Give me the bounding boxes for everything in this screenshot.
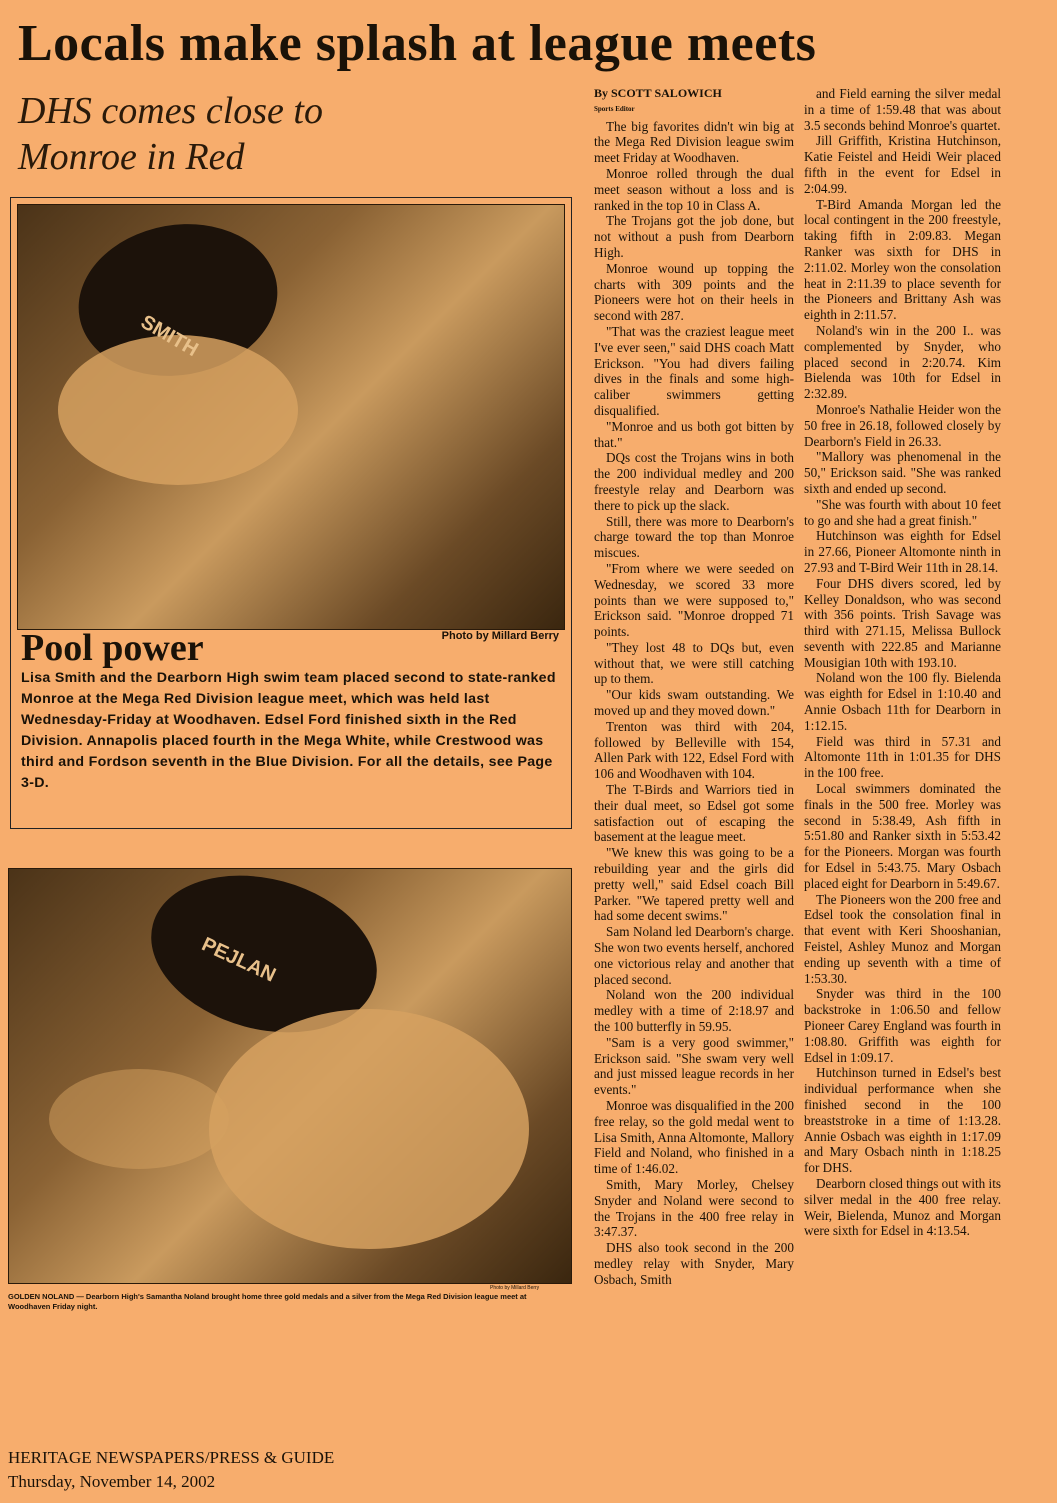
paragraph: "From where we were seeded on Wednesday, we scored 33 more points than we were supposed to," Erickson said. "Monroe dropped 71 points. <box>594 560 794 640</box>
paragraph: Trenton was third with 204, followed by Belleville with 154, Allen Park with 122, Edsel Ford with 106 and Woodhaven with 104. <box>594 718 794 782</box>
paragraph: Still, there was more to Dearborn's charge toward the top than Monroe miscues. <box>594 513 794 561</box>
article-column-2 <box>804 86 1001 1239</box>
pool-power-box <box>10 197 572 829</box>
paragraph: and Field earning the silver medal in a time of 1:59.48 that was about 3.5 seconds behind Monroe's quartet. <box>804 86 1001 133</box>
cap-text: SMITH <box>136 310 202 362</box>
column-2-body <box>804 86 1001 1239</box>
swimmer-photo-noland <box>8 868 572 1284</box>
publication-name: HERITAGE NEWSPAPERS/PRESS & GUIDE <box>8 1448 335 1467</box>
paragraph: The T-Birds and Warriors tied in their dual meet, so Edsel got some satisfaction out of escaping the basement at the league meet. <box>594 782 794 845</box>
paragraph: Field was third in 57.31 and Altomonte 11th in 1:01.35 for DHS in the 100 free. <box>804 733 1001 781</box>
swimmer-photo-smith <box>17 204 565 630</box>
paragraph: The Trojans got the job done, but not without a push from Dearborn High. <box>594 213 794 260</box>
paragraph: "Our kids swam outstanding. We moved up and they moved down." <box>594 687 794 719</box>
paragraph: DQs cost the Trojans wins in both the 200 individual medley and 200 freestyle relay and Dearborn was there to pick up the slack. <box>594 450 794 513</box>
paragraph: "They lost 48 to DQs but, even without that, we were still catching up to them. <box>594 639 794 687</box>
paragraph: Local swimmers dominated the finals in the 500 free. Morley was second in 5:38.49, Ash fifth in 5:51.80 and Ranker sixth in 5:53.42 for the Pioneers. Morgan was fourth for Edsel in 5:43.75. Mary Osbach placed eight for Dearborn in 5:49.67. <box>804 781 1001 891</box>
paragraph: "Monroe and us both got bitten by that." <box>594 418 794 450</box>
paragraph: Smith, Mary Morley, Chelsey Snyder and Noland were second to the Trojans in the 400 free relay in 3:47.37. <box>594 1176 794 1240</box>
paragraph: Four DHS divers scored, led by Kelley Donaldson, who was second with 356 points. Trish Savage was third with 271.15, Melissa Bullock seventh with 222.85 and Marianne Mousigian 10th with 193.10. <box>804 575 1001 670</box>
paragraph: "That was the craziest league meet I've ever seen," said DHS coach Matt Erickson. "You had divers failing dives in the finals and some high-caliber swimmers getting disqualified. <box>594 323 794 418</box>
paragraph: Dearborn closed things out with its silver medal in the 400 free relay. Weir, Bielenda, Munoz and Morgan were sixth for Edsel in 4:13.54. <box>804 1175 1001 1239</box>
paragraph: Noland won the 100 fly. Bielenda was eighth for Edsel in 1:10.40 and Annie Osbach 11th for Dearborn in 1:12.15. <box>804 670 1001 733</box>
paragraph: Noland won the 200 individual medley with a time of 2:18.97 and the 100 butterfly in 59.95. <box>594 987 794 1035</box>
paragraph: Snyder was third in the 100 backstroke in 1:06.50 and fellow Pioneer Carey England was fourth in 1:08.80. Griffith was eighth for Edsel in 1:09.17. <box>804 986 1001 1065</box>
cap-text: PEJLAN <box>198 933 280 987</box>
publication-date: Thursday, November 14, 2002 <box>8 1472 216 1491</box>
article-column-1 <box>594 86 794 1288</box>
paragraph: "Mallory was phenomenal in the 50," Erickson said. "She was ranked sixth and ended up second. <box>804 449 1001 496</box>
paragraph: Hutchinson turned in Edsel's best individual performance when she finished second in the 100 breaststroke in a time of 1:13.28. Annie Osbach was eighth in 1:17.09 and Mary Osbach ninth in 1:18.25 for DHS. <box>804 1065 1001 1176</box>
column-1-body <box>594 119 794 1288</box>
photo-credit: Photo by Millard Berry <box>441 630 559 642</box>
paragraph: "Sam is a very good swimmer," Erickson said. "She swam very well and just missed league records in her events." <box>594 1034 794 1098</box>
paragraph: Jill Griffith, Kristina Hutchinson, Katie Feistel and Heidi Weir placed fifth in the event for Edsel in 2:04.99. <box>804 133 1001 196</box>
paragraph: T-Bird Amanda Morgan led the local contingent in the 200 freestyle, taking fifth in 2:09.83. Megan Ranker was sixth for DHS in 2:11.02. Morley won the consolation heat in 2:11.39 to place seventh for the Pioneers and Brittany Ash was eighth in 2:11.57. <box>804 196 1001 323</box>
paragraph: "We knew this was going to be a rebuilding year and the girls did pretty well," said Edsel coach Bill Parker. "We tapered pretty well and had some decent swims." <box>594 845 794 924</box>
pool-power-title: Pool power <box>21 627 204 669</box>
paragraph: Monroe was disqualified in the 200 free relay, so the gold medal went to Lisa Smith, Anna Altomonte, Mallory Field and Noland, who finished in a time of 1:46.02. <box>594 1098 795 1177</box>
paragraph: Noland's win in the 200 I.. was complemented by Snyder, who placed second in 2:20.74. Kim Bielenda was 10th for Edsel in 2:32.89. <box>804 322 1001 402</box>
paragraph: Hutchinson was eighth for Edsel in 27.66, Pioneer Altomonte ninth in 27.93 and T-Bird Weir 11th in 28.14. <box>804 528 1001 575</box>
photo-caption: GOLDEN NOLAND — Dearborn High's Samantha Noland brought home three gold medals and a silver from the Mega Red Division league meet at Woodhaven Friday night. <box>8 1292 527 1311</box>
paragraph: Sam Noland led Dearborn's charge. She won two events herself, anchored one victorious relay and another that placed second. <box>594 924 794 987</box>
photo-credit: Photo by Millard Berry <box>490 1285 540 1291</box>
pool-power-caption: Lisa Smith and the Dearborn High swim team placed second to state-ranked Monroe at the Mega Red Division league meet, which was held last Wednesday-Friday at Woodhaven. Edsel Ford finished sixth in the Red Division. Annapolis placed fourth in the Mega White, while Crestwood was third and Fordson seventh in the Blue Division. For all the details, see Page 3-D. <box>21 670 556 791</box>
byline-title: Sports Editor <box>594 104 635 113</box>
paragraph: "She was fourth with about 10 feet to go and she had a great finish." <box>804 496 1001 528</box>
paragraph: The Pioneers won the 200 free and Edsel took the consolation final in that event with Keri Shooshanian, Feistel, Ashley Munoz and Morgan ending up seventh with a time of 1:53.30. <box>804 891 1001 986</box>
headline: Locals make splash at league meets <box>18 15 817 72</box>
paragraph: DHS also took second in the 200 medley relay with Snyder, Mary Osbach, Smith <box>594 1240 794 1287</box>
paragraph: Monroe's Nathalie Heider won the 50 free in 26.18, followed closely by Dearborn's Field in 26.33. <box>804 401 1001 449</box>
paragraph: Monroe rolled through the dual meet season without a loss and is ranked in the top 10 in Class A. <box>594 165 794 213</box>
byline: By SCOTT SALOWICH <box>594 86 722 100</box>
paragraph: The big favorites didn't win big at the Mega Red Division league swim meet Friday at Woodhaven. <box>594 118 794 166</box>
subheadline: DHS comes close to Monroe in Red <box>18 90 323 178</box>
paragraph: Monroe wound up topping the charts with 309 points and the Pioneers were hot on their heels in second with 287. <box>594 260 794 324</box>
